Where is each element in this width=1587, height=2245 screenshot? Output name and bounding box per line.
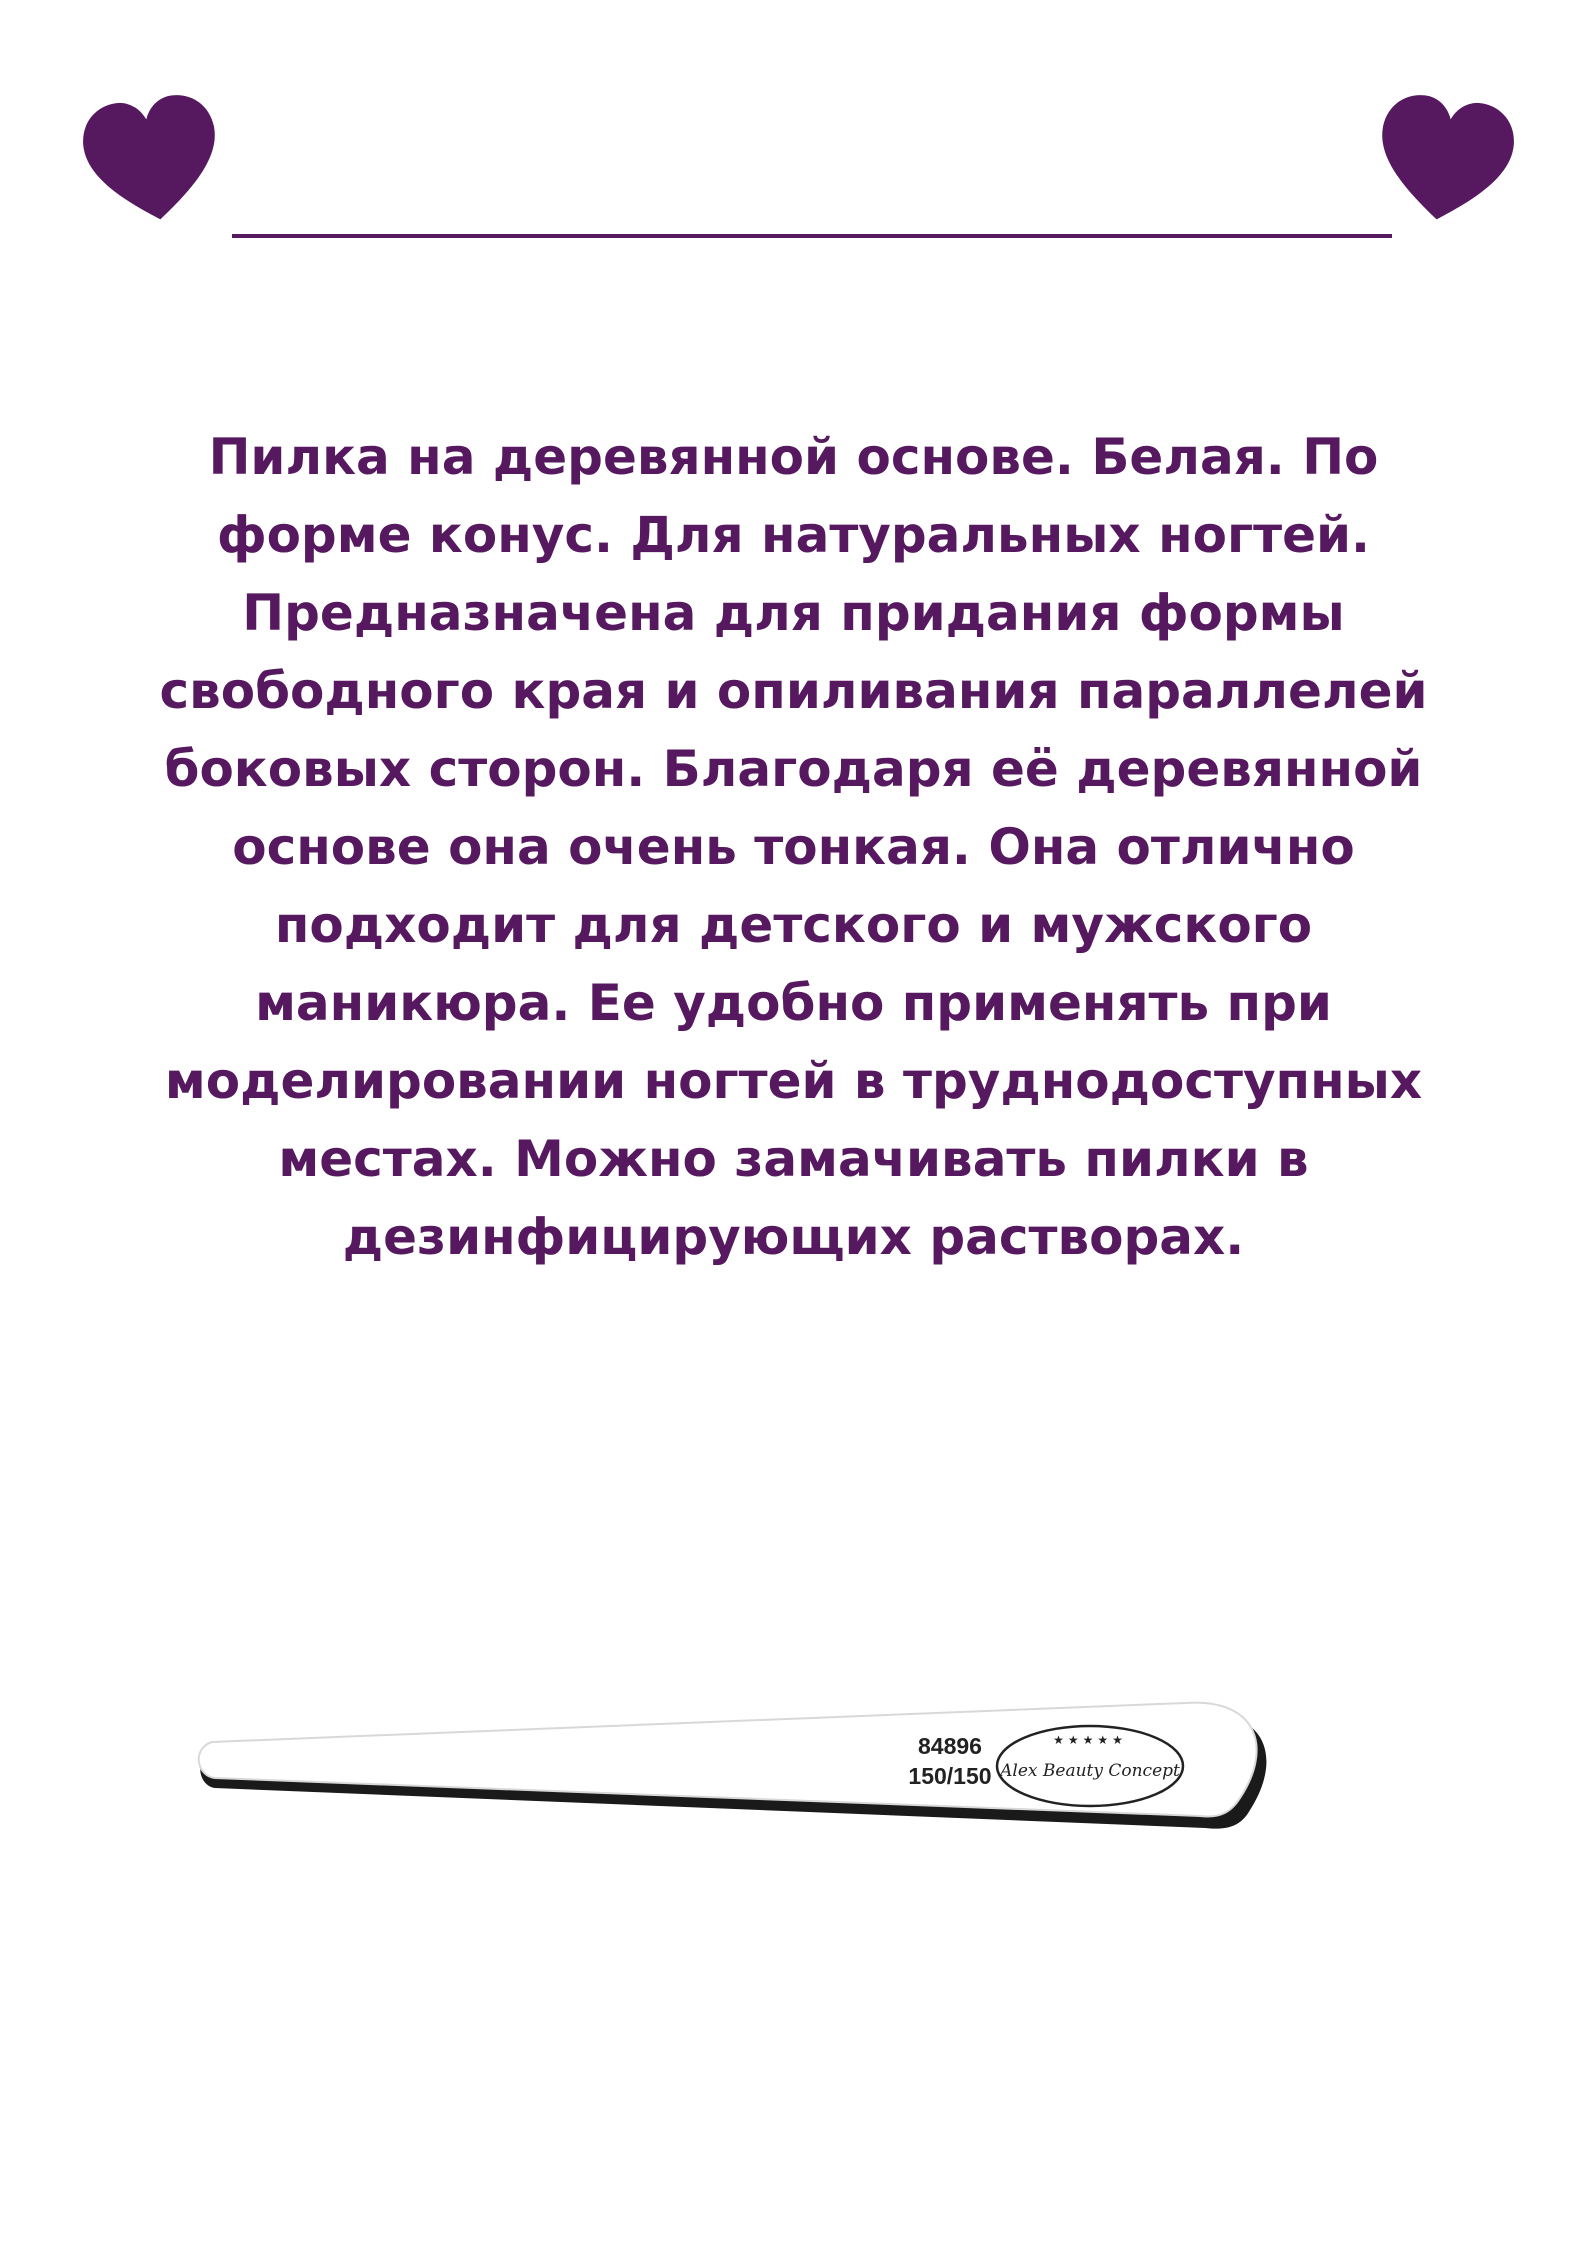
product-description: Пилка на деревянной основе. Белая. По форме конус. Для натуральных ногтей. Предназначена для придания формы свободного края и опиливания параллелей боковых сторон. Благодаря её деревянной основе она очень тонкая. Она отлично подходит для детского и мужского маникюра. Ее удобно применять при моделировании ногтей в труднодоступных местах. Можно замачивать пилки в дезинфицирующих растворах.	[159, 428, 1428, 1266]
nail-file-image	[190, 1690, 1280, 1860]
grit-label: 150/150	[908, 1763, 992, 1789]
heart-icon	[1367, 86, 1524, 234]
header-divider	[232, 234, 1392, 238]
article-number: 84896	[918, 1733, 982, 1759]
svg-text:★★★★★: ★★★★★	[1053, 1733, 1127, 1747]
heart-icon	[74, 86, 231, 234]
svg-text:Alex Beauty Concept: Alex Beauty Concept	[1000, 1761, 1180, 1781]
